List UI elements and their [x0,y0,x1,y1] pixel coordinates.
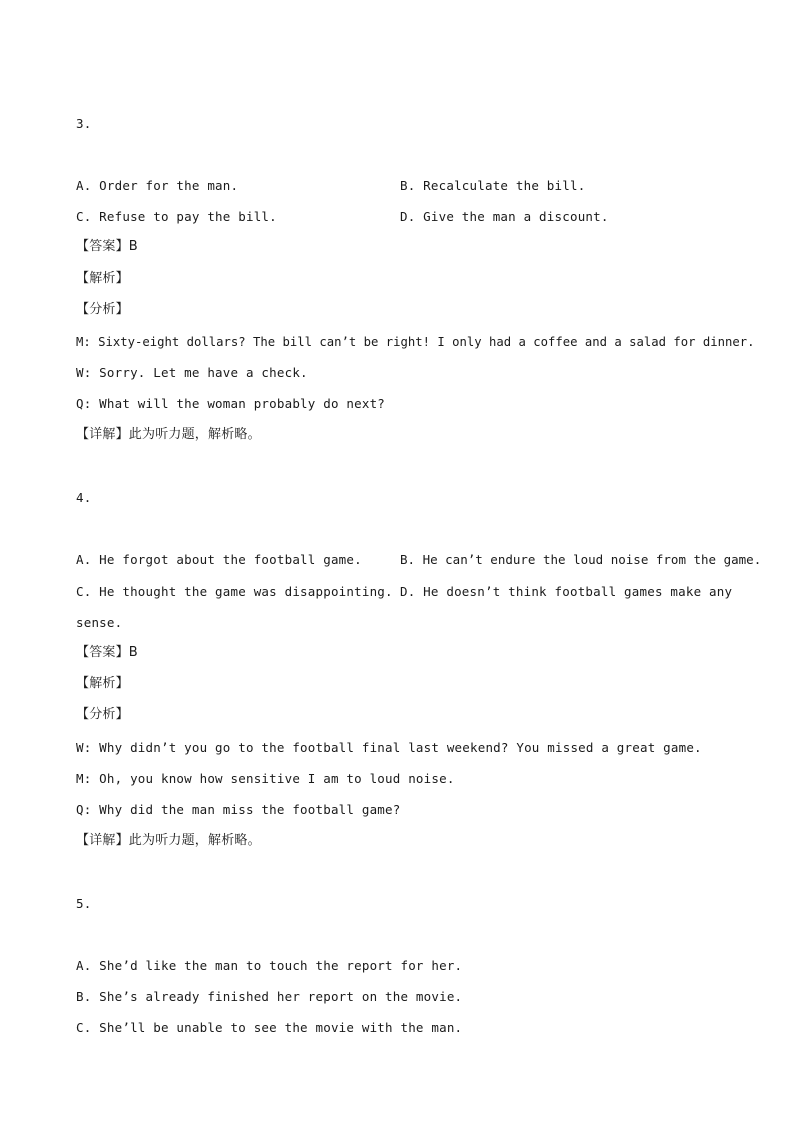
transcript-line: M: Oh, you know how sensitive I am to loud noise. [76,771,455,786]
answer-line: 【答案】B [76,239,138,254]
transcript-line: Q: What will the woman probably do next? [76,396,386,411]
option-c: C. She’ll be unable to see the movie with the man. [76,1020,463,1035]
transcript-line: W: Sorry. Let me have a check. [76,365,308,380]
transcript-line: Q: Why did the man miss the football game? [76,802,401,817]
option-b: B. He can’t endure the loud noise from the game. [400,552,762,567]
option-c: C. Refuse to pay the bill. [76,209,277,224]
analysis-label: 【解析】 [76,271,129,286]
option-d: D. Give the man a discount. [400,209,609,224]
option-a: A. He forgot about the football game. [76,552,362,567]
fenxi-label: 【分析】 [76,302,129,317]
option-c: C. He thought the game was disappointing. [76,584,393,599]
option-a: A. Order for the man. [76,178,239,193]
transcript-line: W: Why didn’t you go to the football final last weekend? You missed a great game. [76,740,702,755]
detail-line: 【详解】此为听力题，解析略。 [76,833,261,848]
answer-line: 【答案】B [76,645,138,660]
fenxi-label: 【分析】 [76,707,129,722]
question-number: 5. [76,896,92,911]
option-b: B. Recalculate the bill. [400,178,586,193]
detail-line: 【详解】此为听力题，解析略。 [76,427,261,442]
analysis-label: 【解析】 [76,676,129,691]
transcript-line: M: Sixty-eight dollars? The bill can’t be right! I only had a coffee and a salad for dinner. [76,335,755,349]
option-d: D. He doesn’t think football games make any [400,584,733,599]
question-number: 4. [76,490,92,505]
question-number: 3. [76,116,92,131]
option-b: B. She’s already finished her report on the movie. [76,989,463,1004]
option-a: A. She’d like the man to touch the report for her. [76,958,463,973]
option-d-continuation: sense. [76,615,123,630]
